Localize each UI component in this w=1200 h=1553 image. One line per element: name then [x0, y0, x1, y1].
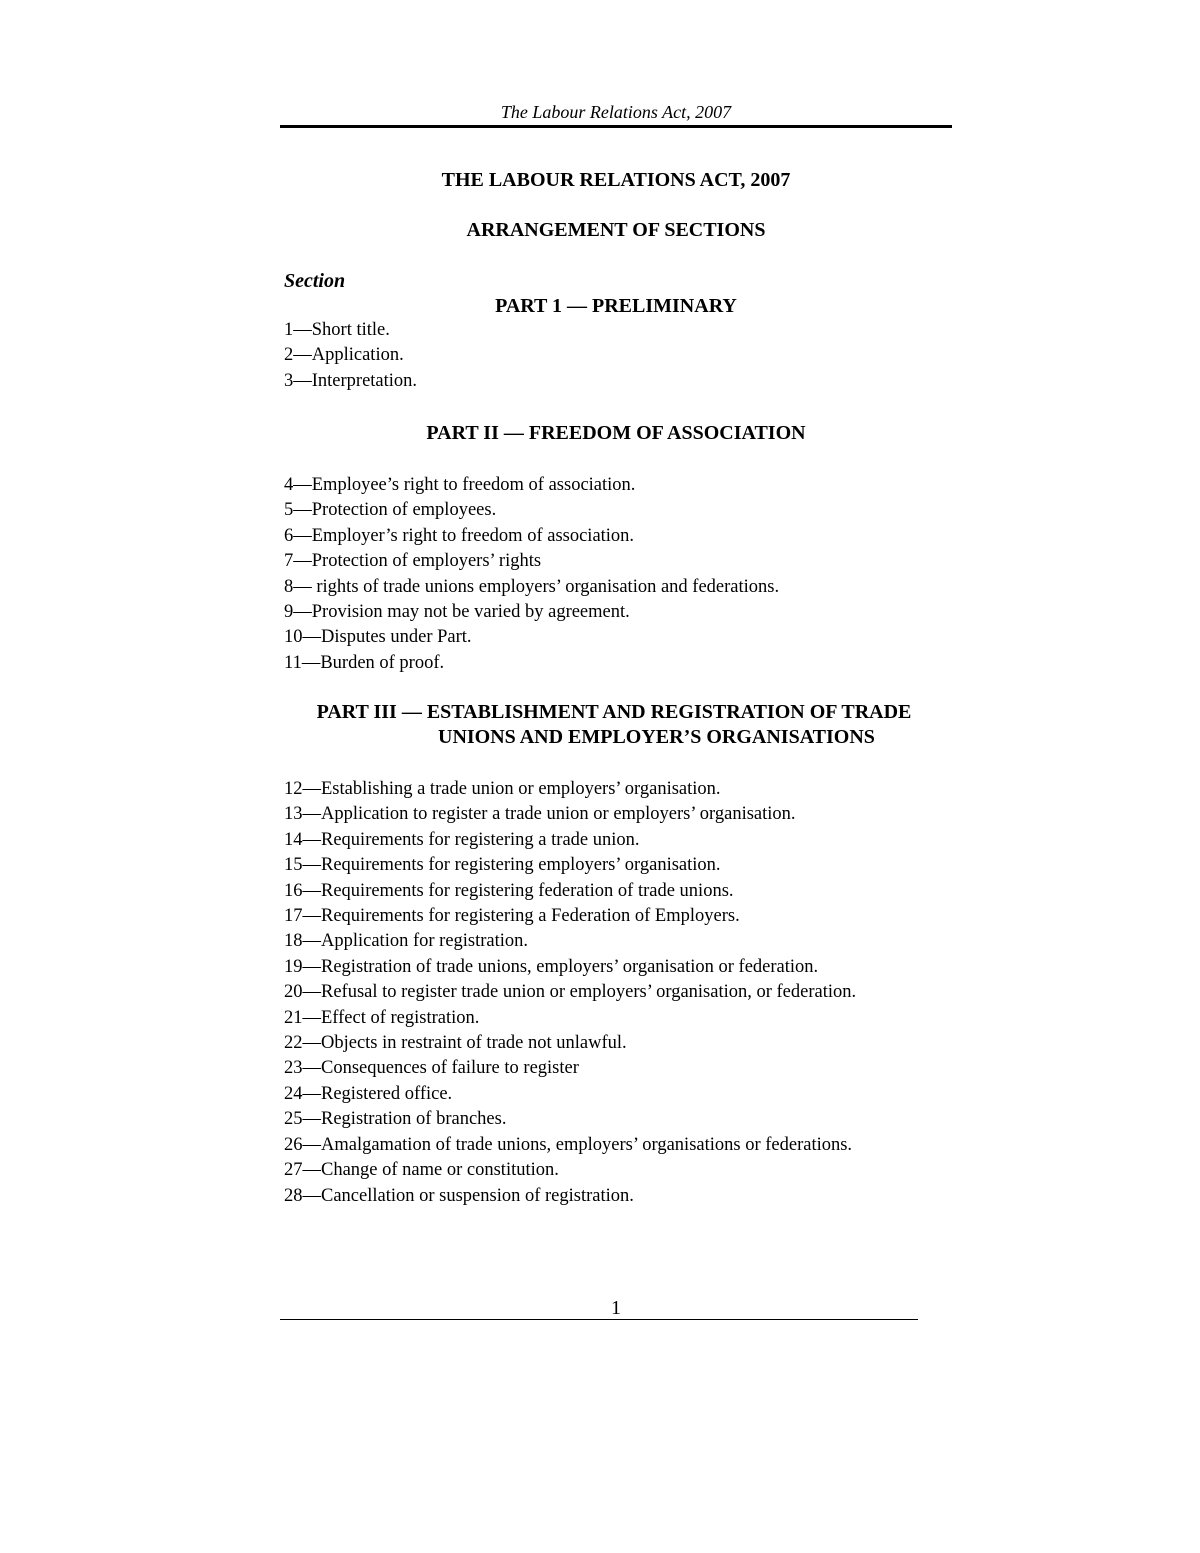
list-item: 3—Interpretation. [284, 370, 418, 391]
list-item: 4—Employee’s right to freedom of association. [284, 475, 636, 495]
list-item: 9—Provision may not be varied by agreement. [284, 602, 630, 623]
list-item: 27—Change of name or constitution. [284, 1160, 559, 1181]
list-item: 19—Registration of trade unions, employers’ organisation or federation. [284, 956, 819, 977]
list-item: 11—Burden of proof. [284, 652, 445, 673]
part-2-heading: PART II — FREEDOM OF ASSOCIATION [426, 422, 806, 444]
list-item: 7—Protection of employers’ rights [284, 551, 542, 572]
part-1-heading: PART 1 — PRELIMINARY [495, 295, 737, 317]
running-header: The Labour Relations Act, 2007 [500, 102, 732, 122]
list-item: 21—Effect of registration. [284, 1007, 480, 1028]
list-item: 25—Registration of branches. [284, 1109, 507, 1130]
list-item: 22—Objects in restraint of trade not unlawful. [284, 1033, 627, 1054]
list-item: 5—Protection of employees. [284, 500, 497, 521]
header-rule [280, 125, 952, 128]
list-item: 26—Amalgamation of trade unions, employers’ organisations or federations. [284, 1134, 853, 1155]
list-item: 20—Refusal to register trade union or employers’ organisation, or federation. [284, 982, 857, 1003]
list-item: 16—Requirements for registering federation of trade unions. [284, 880, 734, 901]
list-item: 12—Establishing a trade union or employers’ organisation. [284, 779, 721, 799]
list-item: 10—Disputes under Part. [284, 627, 472, 648]
part-2-section-list [284, 473, 779, 676]
list-item: 17—Requirements for registering a Federation of Employers. [284, 906, 740, 927]
list-item: 14—Requirements for registering a trade union. [284, 829, 640, 850]
part-1-section-list [284, 318, 417, 394]
part-3-heading-line-1: PART III — ESTABLISHMENT AND REGISTRATION OF TRADE [316, 701, 912, 723]
document-subtitle: ARRANGEMENT OF SECTIONS [466, 219, 766, 241]
part-3-heading-line-2: UNIONS AND EMPLOYER’S ORGANISATIONS [438, 726, 875, 748]
part-3-section-list [284, 777, 856, 1209]
section-column-label: Section [284, 270, 346, 292]
document-title: THE LABOUR RELATIONS ACT, 2007 [441, 169, 791, 191]
list-item: 2—Application. [284, 345, 404, 366]
list-item: 18—Application for registration. [284, 931, 529, 952]
list-item: 13—Application to register a trade union or employers’ organisation. [284, 804, 796, 825]
list-item: 23—Consequences of failure to register [284, 1058, 579, 1079]
list-item: 8— rights of trade unions employers’ organisation and federations. [284, 576, 780, 597]
list-item: 6—Employer’s right to freedom of association. [284, 525, 635, 546]
list-item: 28—Cancellation or suspension of registration. [284, 1185, 634, 1206]
list-item: 1—Short title. [284, 320, 390, 340]
part-3-heading [288, 700, 940, 750]
footer-rule [280, 1319, 918, 1320]
list-item: 24—Registered office. [284, 1083, 453, 1104]
list-item: 15—Requirements for registering employers’ organisation. [284, 855, 721, 876]
page-number: 1 [611, 1297, 621, 1319]
